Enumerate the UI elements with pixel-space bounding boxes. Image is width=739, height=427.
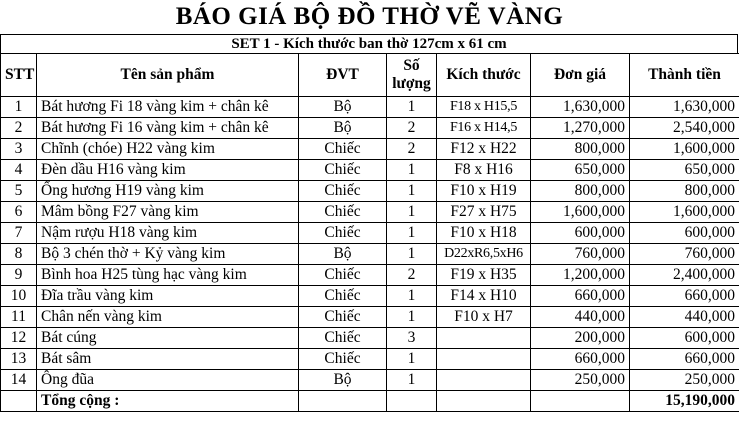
row-product-name: Bộ 3 chén thờ + Kỷ vàng kim xyxy=(37,244,299,265)
header-unit: ĐVT xyxy=(299,54,387,97)
row-qty: 1 xyxy=(387,181,437,202)
table-row xyxy=(1,202,739,223)
row-unit: Chiếc xyxy=(299,160,387,181)
row-product-name: Chân nến vàng kim xyxy=(37,307,299,328)
row-unit-price: 600,000 xyxy=(531,223,630,244)
table-row xyxy=(1,139,739,160)
total-label: Tổng cộng : xyxy=(37,391,299,412)
row-size: F18 x H15,5 xyxy=(437,97,531,118)
total-row xyxy=(1,391,739,412)
row-line-total: 1,600,000 xyxy=(630,139,739,160)
header-stt: STT xyxy=(1,54,37,97)
row-stt: 1 xyxy=(1,97,37,118)
row-size: D22xR6,5xH6 xyxy=(437,244,531,265)
row-stt: 2 xyxy=(1,118,37,139)
row-stt: 7 xyxy=(1,223,37,244)
row-line-total: 2,540,000 xyxy=(630,118,739,139)
row-size xyxy=(437,349,531,370)
row-stt: 8 xyxy=(1,244,37,265)
row-product-name: Nậm rượu H18 vàng kim xyxy=(37,223,299,244)
row-size: F10 x H18 xyxy=(437,223,531,244)
row-stt: 11 xyxy=(1,307,37,328)
row-product-name: Ông đũa xyxy=(37,370,299,391)
total-row-price xyxy=(531,391,630,412)
table-row xyxy=(1,118,739,139)
row-line-total: 250,000 xyxy=(630,370,739,391)
row-unit-price: 1,630,000 xyxy=(531,97,630,118)
document-subtitle: SET 1 - Kích thước ban thờ 127cm x 61 cm xyxy=(0,34,738,53)
total-row-spacer xyxy=(1,391,37,412)
row-line-total: 600,000 xyxy=(630,223,739,244)
price-table xyxy=(0,53,739,412)
row-line-total: 660,000 xyxy=(630,286,739,307)
row-line-total: 1,600,000 xyxy=(630,202,739,223)
row-stt: 5 xyxy=(1,181,37,202)
header-size: Kích thước xyxy=(437,54,531,97)
row-stt: 4 xyxy=(1,160,37,181)
row-qty: 1 xyxy=(387,160,437,181)
row-stt: 10 xyxy=(1,286,37,307)
header-total: Thành tiền xyxy=(630,54,739,97)
header-name: Tên sản phẩm xyxy=(37,54,299,97)
row-qty: 1 xyxy=(387,307,437,328)
total-row-qty xyxy=(387,391,437,412)
table-row xyxy=(1,349,739,370)
row-product-name: Bát hương Fi 16 vàng kim + chân kê xyxy=(37,118,299,139)
row-unit: Bộ xyxy=(299,370,387,391)
row-unit-price: 650,000 xyxy=(531,160,630,181)
document-title: BÁO GIÁ BỘ ĐỒ THỜ VẼ VÀNG xyxy=(175,3,564,30)
table-row xyxy=(1,244,739,265)
row-qty: 3 xyxy=(387,328,437,349)
row-unit: Chiếc xyxy=(299,328,387,349)
row-qty: 2 xyxy=(387,265,437,286)
row-product-name: Bình hoa H25 tùng hạc vàng kim xyxy=(37,265,299,286)
row-unit: Bộ xyxy=(299,244,387,265)
row-product-name: Ống hương H19 vàng kim xyxy=(37,181,299,202)
row-line-total: 440,000 xyxy=(630,307,739,328)
row-size: F12 x H22 xyxy=(437,139,531,160)
row-size: F8 x H16 xyxy=(437,160,531,181)
row-qty: 1 xyxy=(387,97,437,118)
row-unit: Chiếc xyxy=(299,181,387,202)
table-row xyxy=(1,160,739,181)
row-size xyxy=(437,328,531,349)
row-qty: 1 xyxy=(387,286,437,307)
table-row xyxy=(1,265,739,286)
row-unit: Chiếc xyxy=(299,265,387,286)
row-qty: 1 xyxy=(387,349,437,370)
row-product-name: Chĩnh (chóe) H22 vàng kim xyxy=(37,139,299,160)
row-unit-price: 1,600,000 xyxy=(531,202,630,223)
row-product-name: Bát cúng xyxy=(37,328,299,349)
row-line-total: 1,630,000 xyxy=(630,97,739,118)
table-row xyxy=(1,223,739,244)
row-unit-price: 800,000 xyxy=(531,139,630,160)
table-row xyxy=(1,370,739,391)
row-product-name: Đèn dầu H16 vàng kim xyxy=(37,160,299,181)
row-stt: 13 xyxy=(1,349,37,370)
row-unit: Chiếc xyxy=(299,307,387,328)
row-product-name: Bát sâm xyxy=(37,349,299,370)
row-unit-price: 660,000 xyxy=(531,349,630,370)
grand-total: 15,190,000 xyxy=(630,391,739,412)
table-row xyxy=(1,307,739,328)
row-unit-price: 1,200,000 xyxy=(531,265,630,286)
row-size: F19 x H35 xyxy=(437,265,531,286)
header-row xyxy=(1,54,739,97)
table-row xyxy=(1,181,739,202)
row-line-total: 2,400,000 xyxy=(630,265,739,286)
row-unit-price: 1,270,000 xyxy=(531,118,630,139)
row-stt: 9 xyxy=(1,265,37,286)
row-line-total: 660,000 xyxy=(630,349,739,370)
total-row-size xyxy=(437,391,531,412)
row-unit: Bộ xyxy=(299,97,387,118)
row-unit-price: 660,000 xyxy=(531,286,630,307)
row-qty: 2 xyxy=(387,139,437,160)
row-stt: 12 xyxy=(1,328,37,349)
row-product-name: Bát hương Fi 18 vàng kim + chân kê xyxy=(37,97,299,118)
total-row-unit xyxy=(299,391,387,412)
row-qty: 1 xyxy=(387,244,437,265)
row-product-name: Mâm bồng F27 vàng kim xyxy=(37,202,299,223)
row-line-total: 600,000 xyxy=(630,328,739,349)
table-row xyxy=(1,97,739,118)
row-stt: 3 xyxy=(1,139,37,160)
row-size: F16 x H14,5 xyxy=(437,118,531,139)
row-qty: 1 xyxy=(387,202,437,223)
row-unit-price: 760,000 xyxy=(531,244,630,265)
header-qty-line1: Số xyxy=(403,57,420,74)
table-row xyxy=(1,286,739,307)
row-size: F27 x H75 xyxy=(437,202,531,223)
row-size xyxy=(437,370,531,391)
header-price: Đơn giá xyxy=(531,54,630,97)
row-unit: Chiếc xyxy=(299,286,387,307)
row-line-total: 800,000 xyxy=(630,181,739,202)
table-row xyxy=(1,328,739,349)
row-unit-price: 440,000 xyxy=(531,307,630,328)
row-size: F10 x H7 xyxy=(437,307,531,328)
row-qty: 1 xyxy=(387,223,437,244)
row-qty: 2 xyxy=(387,118,437,139)
row-size: F14 x H10 xyxy=(437,286,531,307)
row-stt: 14 xyxy=(1,370,37,391)
row-unit: Chiếc xyxy=(299,202,387,223)
row-unit: Chiếc xyxy=(299,349,387,370)
header-qty xyxy=(387,54,437,97)
row-unit: Chiếc xyxy=(299,139,387,160)
row-line-total: 760,000 xyxy=(630,244,739,265)
row-unit-price: 200,000 xyxy=(531,328,630,349)
header-qty-line2: lượng xyxy=(392,75,431,92)
row-size: F10 x H19 xyxy=(437,181,531,202)
row-qty: 1 xyxy=(387,370,437,391)
row-unit: Chiếc xyxy=(299,223,387,244)
row-unit: Bộ xyxy=(299,118,387,139)
row-stt: 6 xyxy=(1,202,37,223)
row-unit-price: 800,000 xyxy=(531,181,630,202)
row-unit-price: 250,000 xyxy=(531,370,630,391)
row-line-total: 650,000 xyxy=(630,160,739,181)
row-product-name: Đĩa trầu vàng kim xyxy=(37,286,299,307)
